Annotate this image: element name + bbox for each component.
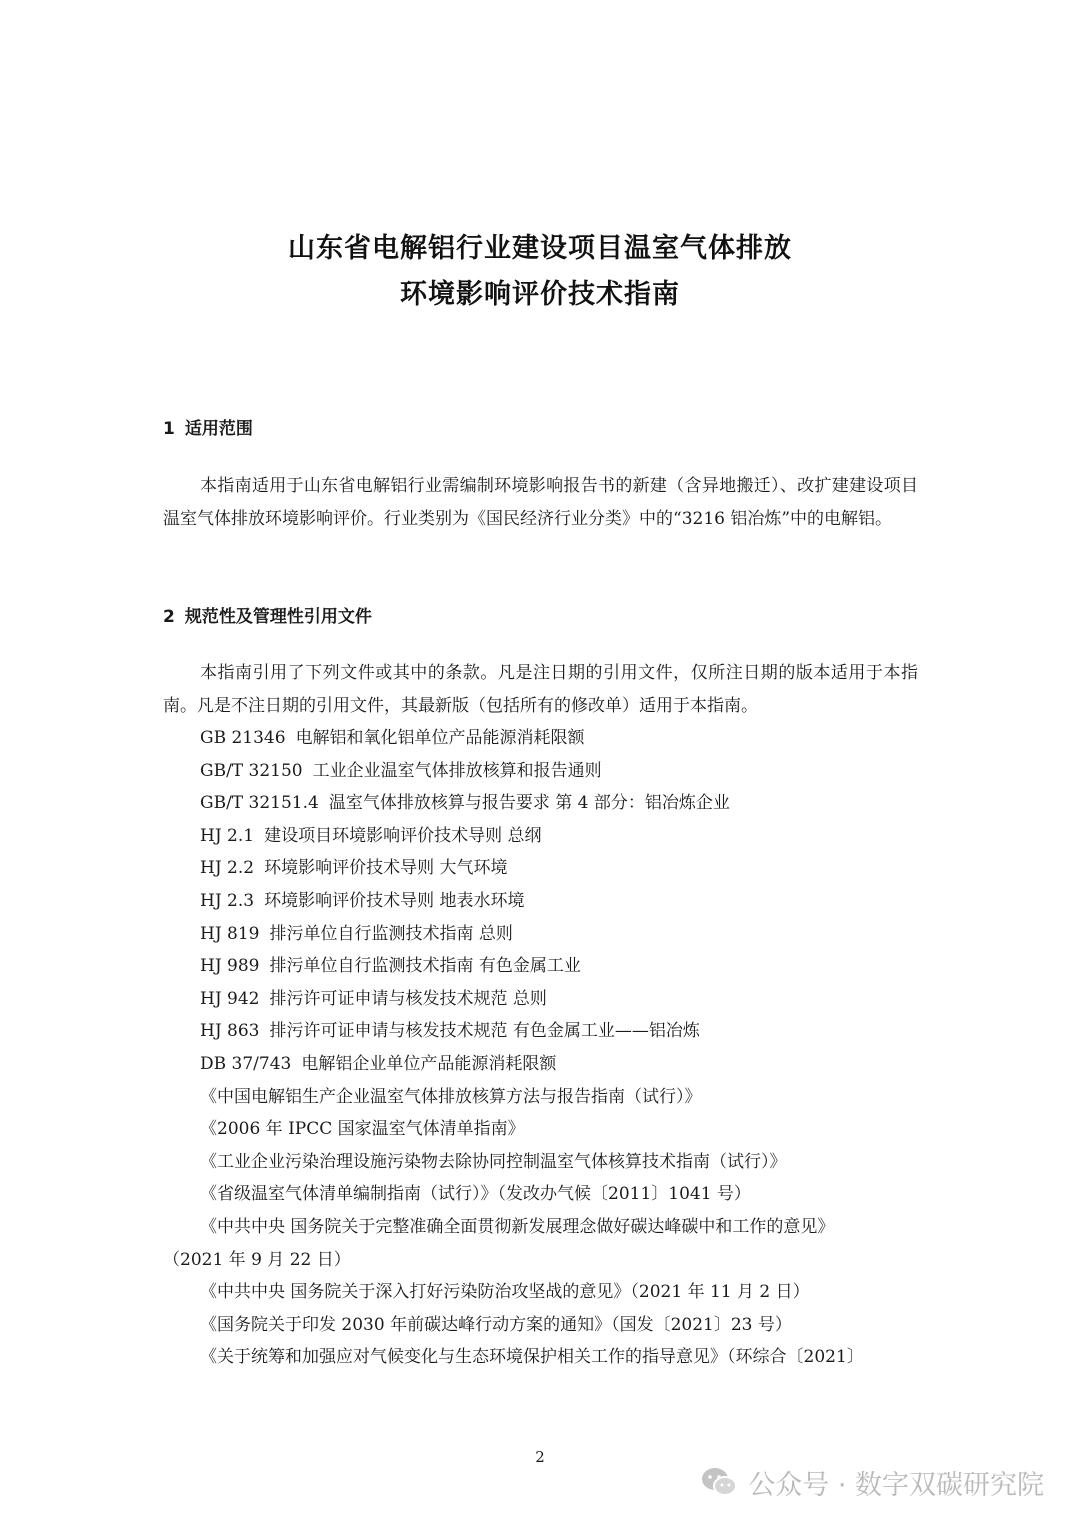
reference-item <box>163 918 923 951</box>
reference-code: HJ 2.3 <box>200 890 255 911</box>
reference-name: 排污许可证申请与核发技术规范 有色金属工业——铝冶炼 <box>269 1021 700 1042</box>
reference-item <box>163 722 923 755</box>
reference-name: 温室气体排放核算与报告要求 第 4 部分：铝冶炼企业 <box>328 793 730 814</box>
document-reference: 《中共中央 国务院关于深入打好污染防治攻坚战的意见》（2021 年 11 月 2 日） <box>200 1282 810 1303</box>
reference-name: 工业企业温室气体排放核算和报告通则 <box>312 760 602 781</box>
document-title-line-1: 山东省电解铝行业建设项目温室气体排放 <box>288 233 792 264</box>
wechat-logo-icon <box>700 1466 738 1498</box>
reference-item <box>163 1015 923 1048</box>
section-1-number: 1 <box>163 419 175 439</box>
reference-item <box>163 983 923 1016</box>
reference-list <box>163 722 923 1374</box>
reference-code: HJ 989 <box>200 956 260 977</box>
reference-name: 排污单位自行监测技术指南 总则 <box>269 923 513 944</box>
section-1-paragraph <box>163 470 918 536</box>
page-number: 2 <box>535 1448 545 1466</box>
section-1-text: 本指南适用于山东省电解铝行业需编制环境影响报告书的新建（含异地搬迁）、改扩建建设项目温室气体排放环境影响评价。行业类别为《国民经济行业分类》中的“3216 铝冶炼”中的电解铝。 <box>163 476 918 529</box>
document-reference: 《中国电解铝生产企业温室气体排放核算方法与报告指南（试行）》 <box>200 1086 702 1107</box>
reference-name: 排污许可证申请与核发技术规范 总则 <box>269 988 547 1009</box>
document-title-line-2: 环境影响评价技术指南 <box>400 279 680 310</box>
reference-name: 排污单位自行监测技术指南 有色金属工业 <box>269 956 581 977</box>
reference-item <box>163 950 923 983</box>
section-2-number: 2 <box>163 607 175 627</box>
document-reference: 《2006 年 IPCC 国家温室气体清单指南》 <box>200 1119 525 1140</box>
reference-item <box>163 1048 923 1081</box>
reference-code: GB 21346 <box>200 728 286 748</box>
watermark <box>700 1462 1044 1502</box>
reference-name: 环境影响评价技术导则 大气环境 <box>264 858 508 879</box>
document-reference: 《关于统筹和加强应对气候变化与生态环境保护相关工作的指导意见》（环综合〔2021〕 <box>200 1347 864 1368</box>
document-reference: 《中共中央 国务院关于完整准确全面贯彻新发展理念做好碳达峰碳中和工作的意见》 <box>200 1216 835 1237</box>
reference-code: HJ 819 <box>200 923 260 944</box>
document-reference-continuation: （2021 年 9 月 22 日） <box>163 1249 351 1270</box>
reference-code: GB/T 32150 <box>200 760 303 781</box>
document-reference: 《国务院关于印发 2030 年前碳达峰行动方案的通知》（国发〔2021〕23 号） <box>200 1314 792 1335</box>
reference-code: HJ 942 <box>200 988 260 1009</box>
reference-item <box>163 787 923 820</box>
document-reference: 《省级温室气体清单编制指南（试行）》（发改办气候〔2011〕1041 号） <box>200 1184 751 1205</box>
document-reference: 《工业企业污染治理设施污染物去除协同控制温室气体核算技术指南（试行）》 <box>200 1151 787 1172</box>
reference-code: HJ 863 <box>200 1021 260 1042</box>
section-2-text: 本指南引用了下列文件或其中的条款。凡是注日期的引用文件，仅所注日期的版本适用于本指南。凡是不注日期的引用文件，其最新版（包括所有的修改单）适用于本指南。 <box>163 663 918 716</box>
section-2-title: 规范性及管理性引用文件 <box>184 607 372 627</box>
reference-name: 环境影响评价技术导则 地表水环境 <box>264 890 525 911</box>
reference-code: GB/T 32151.4 <box>200 793 319 814</box>
section-1-title: 适用范围 <box>184 419 253 439</box>
reference-item <box>163 820 923 853</box>
watermark-text: 公众号 · 数字双碳研究院 <box>748 1469 1044 1501</box>
section-2-heading <box>163 602 372 627</box>
reference-code: HJ 2.1 <box>200 825 255 846</box>
reference-name: 电解铝企业单位产品能源消耗限额 <box>301 1053 557 1074</box>
reference-code: DB 37/743 <box>200 1053 292 1074</box>
reference-name: 建设项目环境影响评价技术导则 总纲 <box>264 825 542 846</box>
reference-item <box>163 755 923 788</box>
reference-name: 电解铝和氧化铝单位产品能源消耗限额 <box>295 728 585 748</box>
reference-item <box>163 852 923 885</box>
section-2-paragraph <box>163 657 918 723</box>
section-1-heading <box>163 414 253 439</box>
reference-item <box>163 885 923 918</box>
reference-code: HJ 2.2 <box>200 858 255 879</box>
